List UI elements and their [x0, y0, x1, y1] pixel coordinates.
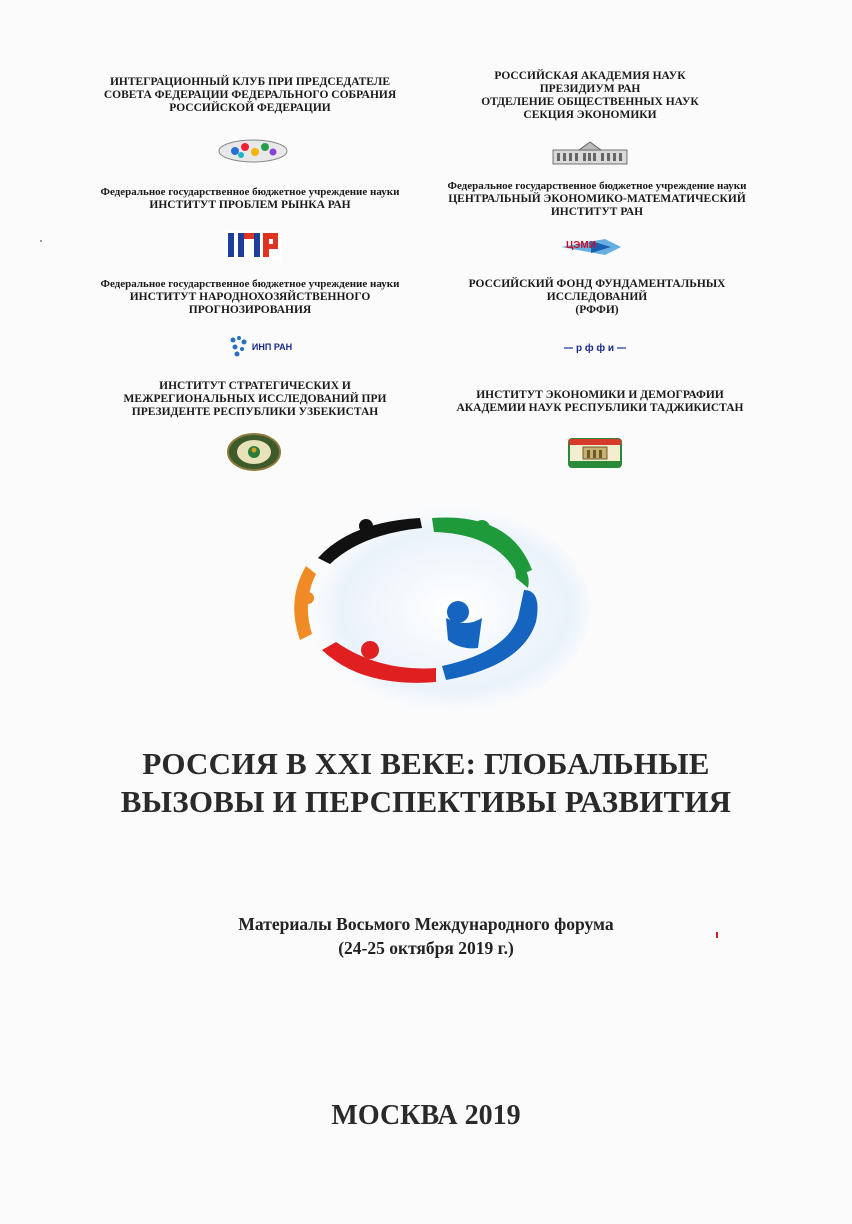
org-line: ИНСТИТУТ РАН — [550, 206, 644, 218]
org-line: СОВЕТА ФЕДЕРАЦИИ ФЕДЕРАЛЬНОГО СОБРАНИЯ — [103, 89, 397, 101]
integration-club-logo — [215, 136, 291, 166]
uzbekistan-emblem-logo — [226, 432, 282, 472]
org-line: СЕКЦИЯ ЭКОНОМИКИ — [523, 109, 657, 121]
rffi-logo — [562, 338, 628, 358]
org-line: (РФФИ) — [575, 304, 619, 316]
org-line: ИССЛЕДОВАНИЙ — [546, 291, 648, 303]
cemi-logo-text: ЦЭМИ — [566, 240, 596, 251]
org-inp-ran — [80, 278, 420, 317]
inp-ran-logo — [220, 334, 300, 360]
org-integration-club — [70, 76, 430, 115]
org-rffi — [442, 278, 752, 317]
tajik-institute-logo — [566, 434, 624, 472]
org-line: Федеральное государственное бюджетное учреждение науки — [100, 186, 400, 198]
org-line: ЦЕНТРАЛЬНЫЙ ЭКОНОМИКО-МАТЕМАТИЧЕСКИЙ — [448, 193, 746, 205]
org-line: ИНТЕГРАЦИОННЫЙ КЛУБ ПРИ ПРЕДСЕДАТЕЛЕ — [109, 76, 391, 88]
book-title-line: РОССИЯ В XXI ВЕКЕ: ГЛОБАЛЬНЫЕ — [142, 746, 710, 781]
org-ras — [440, 70, 740, 122]
book-subtitle-line: (24-25 октября 2019 г.) — [338, 938, 514, 958]
org-line: ИНСТИТУТ НАРОДНОХОЗЯЙСТВЕННОГО — [129, 291, 371, 303]
org-cemi-ran — [432, 180, 762, 219]
org-line: ОТДЕЛЕНИЕ ОБЩЕСТВЕННЫХ НАУК — [481, 96, 699, 108]
inp-ran-logo-text: ИНП РАН — [251, 342, 293, 352]
scan-speck — [40, 240, 42, 242]
ipr-ran-logo — [224, 229, 282, 261]
org-line: АКАДЕМИИ НАУК РЕСПУБЛИКИ ТАДЖИКИСТАН — [456, 402, 744, 414]
book-subtitle — [100, 912, 752, 960]
cemi-logo — [560, 234, 626, 260]
org-ipr-ran — [80, 186, 420, 212]
org-line: ПРЕЗИДИУМ РАН — [539, 83, 641, 95]
org-isris-uzbekistan — [95, 380, 415, 419]
org-ied-tajikistan — [440, 389, 760, 415]
forum-people-ring-emblem — [270, 500, 590, 720]
org-line: ПРЕЗИДЕНТЕ РЕСПУБЛИКИ УЗБЕКИСТАН — [131, 406, 379, 418]
city-year: МОСКВА 2019 — [331, 1100, 521, 1131]
org-line: ИНСТИТУТ ЭКОНОМИКИ И ДЕМОГРАФИИ — [476, 389, 724, 401]
book-subtitle-line: Материалы Восьмого Международного форума — [238, 914, 614, 934]
scan-speck — [716, 932, 718, 938]
org-line: Федеральное государственное бюджетное учреждение науки — [100, 278, 400, 290]
org-line: РОССИЙСКИЙ ФОНД ФУНДАМЕНТАЛЬНЫХ — [468, 278, 726, 290]
org-line: Федеральное государственное бюджетное учреждение науки — [447, 180, 747, 192]
org-line: РОССИЙСКАЯ АКАДЕМИЯ НАУК — [494, 70, 686, 82]
book-title — [60, 745, 792, 821]
org-line: ИНСТИТУТ СТРАТЕГИЧЕСКИХ И — [159, 380, 351, 392]
rffi-logo-text: р ф ф и — [573, 343, 617, 354]
org-line: МЕЖРЕГИОНАЛЬНЫХ ИССЛЕДОВАНИЙ ПРИ — [123, 393, 387, 405]
org-line: ПРОГНОЗИРОВАНИЯ — [188, 304, 312, 316]
ras-building-logo — [550, 139, 630, 167]
org-line: РОССИЙСКОЙ ФЕДЕРАЦИИ — [169, 102, 331, 114]
org-line: ИНСТИТУТ ПРОБЛЕМ РЫНКА РАН — [149, 199, 351, 211]
book-title-line: ВЫЗОВЫ И ПЕРСПЕКТИВЫ РАЗВИТИЯ — [120, 784, 732, 819]
